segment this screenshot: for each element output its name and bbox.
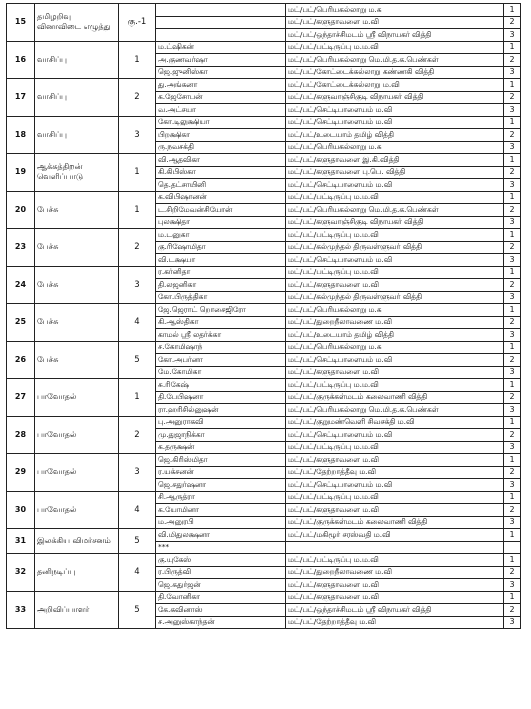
- school-name: மட்/பட்/களுதாவளை ம.வி: [286, 279, 504, 292]
- item-number: 20: [7, 191, 35, 229]
- school-name: மட்/பட்/பெரியகல்லாறு ம.க: [286, 304, 504, 317]
- school-name: மட்/பட்/பெரியகல்லாறு மெ.மி.த.க.பெண்கள்: [286, 204, 504, 217]
- participant-name: வ.அட்சயா: [156, 104, 286, 117]
- placement-rank: 2: [504, 504, 521, 517]
- school-name: மட்/பட்/களுவாஞ்சிகுடி விநாயகர் வித்தி: [286, 91, 504, 104]
- school-name: மட்/பட்/கோட்டைக்கல்லாறு ம.வி: [286, 79, 504, 92]
- table-row: [7, 454, 521, 467]
- school-name: மட்/பட்/பெரியகல்லாறு ம.க: [286, 141, 504, 154]
- school-name: மட்/பட்/தேற்றாத்தீவு ம.வி: [286, 466, 504, 479]
- school-name: மட்/பட்/களுதாவளை ம.வி: [286, 454, 504, 467]
- participant-name: வி.மிதுலக்ஷனா: [156, 529, 286, 542]
- placement-rank: 3: [504, 516, 521, 529]
- participant-name: கி.ஆஸ்திகா: [156, 316, 286, 329]
- school-name: மட்/பட்/குருக்கள்மடம் கலைவாணி வித்தி: [286, 391, 504, 404]
- event-name: பாவோதல்: [35, 491, 119, 529]
- placement-rank: 2: [504, 204, 521, 217]
- placement-rank: 2: [504, 129, 521, 142]
- level-label: 1: [119, 41, 156, 79]
- event-name: பாவோதல்: [35, 454, 119, 492]
- table-row: [7, 491, 521, 504]
- participant-name: தி.வோனிகா: [156, 591, 286, 604]
- placement-rank: 1: [504, 116, 521, 129]
- placement-rank: 1: [504, 379, 521, 392]
- level-label: 5: [119, 341, 156, 379]
- level-label: 1: [119, 191, 156, 229]
- school-name: மட்/பட்/களுவாஞ்சிகுடி விநாயகர் வித்தி: [286, 216, 504, 229]
- school-name: மட்/பட்/பெரியகல்லாறு ம.க: [286, 4, 504, 17]
- placement-rank: 3: [504, 29, 521, 42]
- participant-name: [156, 29, 286, 42]
- placement-rank: 3: [504, 616, 521, 629]
- placement-rank: 1: [504, 454, 521, 467]
- level-label: கு.-1: [119, 4, 156, 42]
- placement-rank: 1: [504, 341, 521, 354]
- event-name: தனிநடிப்பு: [35, 554, 119, 592]
- table-row: [7, 229, 521, 242]
- school-name: மட்/பட்/கோட்டைக்கல்லாறு கண்ணகி வித்தி: [286, 66, 504, 79]
- table-row: [7, 416, 521, 429]
- participant-name: பு.அனுராகவி: [156, 416, 286, 429]
- placement-rank: [504, 541, 521, 554]
- participant-name: கோ.பிருத்திகா: [156, 291, 286, 304]
- event-name: பாவோதல்: [35, 416, 119, 454]
- table-row: [7, 4, 521, 17]
- placement-rank: 3: [504, 579, 521, 592]
- participant-name: க.யோமினா: [156, 504, 286, 517]
- school-name: மட்/பட்/தேற்றாத்தீவு ம.வி: [286, 616, 504, 629]
- school-name: மட்/பட்/ஒந்தாச்சிமடம் ஸ்ரீ விநாயகர் வித்தி: [286, 604, 504, 617]
- placement-rank: 2: [504, 429, 521, 442]
- participant-name: ஜெ.கிரிஸ்மிதா: [156, 454, 286, 467]
- school-name: மட்/பட்/செட்டிபாளையம் ம.வி: [286, 254, 504, 267]
- participant-name: ர.பிருத்வி: [156, 566, 286, 579]
- placement-rank: 3: [504, 179, 521, 192]
- participant-name: ம.ட்ஷிகன்: [156, 41, 286, 54]
- level-label: 1: [119, 154, 156, 192]
- event-name: பேச்சு: [35, 304, 119, 342]
- table-row: [7, 41, 521, 54]
- participant-name: ஜெ.ஜுனிஸ்கா: [156, 66, 286, 79]
- placement-rank: 1: [504, 191, 521, 204]
- school-name: மட்/பட்/பெரியகல்லாறு மெ.மி.த.க.பெண்கள்: [286, 54, 504, 67]
- level-label: 3: [119, 454, 156, 492]
- school-name: மட்/பட்/பட்டிருப்பு ம.ம.வி: [286, 266, 504, 279]
- participant-name: சு.ரிகேஷ்: [156, 379, 286, 392]
- school-name: மட்/பட்/செட்டிபாளையம் ம.வி: [286, 429, 504, 442]
- school-name: மட்/பட்/களுதாவளை இ.கி.வித்தி: [286, 154, 504, 167]
- item-number: 26: [7, 341, 35, 379]
- level-label: 3: [119, 116, 156, 154]
- participant-name: கோ.அபர்னா: [156, 354, 286, 367]
- placement-rank: 3: [504, 216, 521, 229]
- school-name: மட்/பட்/பட்டிருப்பு ம.ம.வி: [286, 491, 504, 504]
- table-row: [7, 554, 521, 567]
- table-row: [7, 304, 521, 317]
- placement-rank: 1: [504, 79, 521, 92]
- participant-name: வி.டக்ஷயா: [156, 254, 286, 267]
- event-name: பேச்சு: [35, 191, 119, 229]
- item-number: 16: [7, 41, 35, 79]
- placement-rank: 1: [504, 529, 521, 542]
- participant-name: மு.துஜாநிக்கா: [156, 429, 286, 442]
- event-name: பேச்சு: [35, 341, 119, 379]
- participant-name: ச.கோமிஷாந்: [156, 341, 286, 354]
- placement-rank: 1: [504, 229, 521, 242]
- participant-name: க.ஜேசோபன்: [156, 91, 286, 104]
- participant-name: தி.லஜனிகா: [156, 279, 286, 292]
- event-name: பாவோதல்: [35, 379, 119, 417]
- placement-rank: 3: [504, 254, 521, 267]
- results-sheet: [6, 3, 521, 629]
- placement-rank: 3: [504, 104, 521, 117]
- item-number: 15: [7, 4, 35, 42]
- participant-name: கு.ரிஷோமிதா: [156, 241, 286, 254]
- event-name: அறிவிப்பாளர்: [35, 591, 119, 629]
- placement-rank: 1: [504, 4, 521, 17]
- school-name: [286, 541, 504, 554]
- item-number: 23: [7, 229, 35, 267]
- placement-rank: 2: [504, 241, 521, 254]
- table-row: [7, 154, 521, 167]
- event-name: ஆக்கத்திறன் வெளிப்பாடு: [35, 154, 119, 192]
- participant-name: து.அங்கனா: [156, 79, 286, 92]
- participant-name: [156, 4, 286, 17]
- participant-name: தெ.தட்சாயினி: [156, 179, 286, 192]
- placement-rank: 1: [504, 591, 521, 604]
- school-name: மட்/பட்/கல்முந்தல் திருவள்ளுவர் வித்தி: [286, 291, 504, 304]
- placement-rank: 3: [504, 66, 521, 79]
- placement-rank: 1: [504, 491, 521, 504]
- school-name: மட்/பட்/களுதாவளை ம.வி: [286, 16, 504, 29]
- school-name: மட்/பட்/பெரியகல்லாறு மெ.மி.த.க.பெண்கள்: [286, 404, 504, 417]
- item-number: 28: [7, 416, 35, 454]
- participant-name: காமல் ஸ்ரீ லதர்க்கா: [156, 329, 286, 342]
- item-number: 29: [7, 454, 35, 492]
- participant-name: சி.ஆருத்ரா: [156, 491, 286, 504]
- table-row: [7, 379, 521, 392]
- table-row: [7, 191, 521, 204]
- item-number: 32: [7, 554, 35, 592]
- event-name: வாசிப்பு: [35, 79, 119, 117]
- placement-rank: 2: [504, 391, 521, 404]
- placement-rank: 3: [504, 479, 521, 492]
- participant-name: ம.டனுகா: [156, 229, 286, 242]
- participant-name: கி.கிபிஸ்கா: [156, 166, 286, 179]
- placement-rank: 3: [504, 141, 521, 154]
- school-name: மட்/பட்/களுதாவளை ம.வி: [286, 504, 504, 517]
- placement-rank: 2: [504, 566, 521, 579]
- participant-name: ரா.ஹரிசில்னுஷன்: [156, 404, 286, 417]
- placement-rank: 3: [504, 291, 521, 304]
- level-label: 5: [119, 591, 156, 629]
- item-number: 25: [7, 304, 35, 342]
- item-number: 33: [7, 591, 35, 629]
- placement-rank: 3: [504, 404, 521, 417]
- placement-rank: 2: [504, 604, 521, 617]
- item-number: 24: [7, 266, 35, 304]
- school-name: மட்/பட்/களுதாவளை பு.பெ. வித்தி: [286, 166, 504, 179]
- school-name: மட்/பட்/துறைநீலாவணை ம.வி: [286, 566, 504, 579]
- participant-name: ச.அனுஸ்காந்தன்: [156, 616, 286, 629]
- event-name: பேச்சு: [35, 229, 119, 267]
- participant-name: க.விபிஷானன்: [156, 191, 286, 204]
- participant-name: கே.கவினாஸ்: [156, 604, 286, 617]
- school-name: மட்/பட்/குறுமண்வெளி சிவசக்தி ம.வி: [286, 416, 504, 429]
- table-row: [7, 79, 521, 92]
- placement-rank: 1: [504, 304, 521, 317]
- participant-name: வி.ஆதவிகா: [156, 154, 286, 167]
- level-label: 3: [119, 266, 156, 304]
- level-label: 4: [119, 554, 156, 592]
- participant-name: ர.கர்னிதா: [156, 266, 286, 279]
- item-number: 19: [7, 154, 35, 192]
- school-name: மட்/பட்/பட்டிருப்பு ம.ம.வி: [286, 379, 504, 392]
- placement-rank: 1: [504, 154, 521, 167]
- results-table: [6, 3, 521, 629]
- placement-rank: 1: [504, 41, 521, 54]
- item-number: 27: [7, 379, 35, 417]
- event-name: வாசிப்பு: [35, 41, 119, 79]
- level-label: 5: [119, 529, 156, 554]
- school-name: மட்/பட்/பட்டிருப்பு ம.ம.வி: [286, 191, 504, 204]
- placement-rank: 2: [504, 466, 521, 479]
- table-row: [7, 529, 521, 542]
- school-name: மட்/பட்/துறைநீலாவணை ம.வி: [286, 316, 504, 329]
- event-name: இலக்கிய விமர்சனம்: [35, 529, 119, 554]
- participant-name: ர.யக்சனன்: [156, 466, 286, 479]
- school-name: மட்/பட்/உடையாம் தமிழ் வித்தி: [286, 129, 504, 142]
- school-name: மட்/பட்/பட்டிருப்பு ம.ம.வி: [286, 441, 504, 454]
- level-label: 2: [119, 416, 156, 454]
- school-name: மட்/பட்/குருக்கள்மடம் கலைவாணி வித்தி: [286, 516, 504, 529]
- school-name: மட்/பட்/களுதாவளை ம.வி: [286, 591, 504, 604]
- school-name: மட்/பட்/மகிழூர் சரஸ்வதி ம.வி: [286, 529, 504, 542]
- event-name: தமிழறிவு வினாவிடை எழுத்து: [35, 4, 119, 42]
- school-name: மட்/பட்/செட்டிபாளையம் ம.வி: [286, 479, 504, 492]
- item-number: 31: [7, 529, 35, 554]
- participant-name: அ.குணவர்ஷா: [156, 54, 286, 67]
- school-name: மட்/பட்/பட்டிருப்பு ம.ம.வி: [286, 554, 504, 567]
- placement-rank: 2: [504, 354, 521, 367]
- table-row: [7, 591, 521, 604]
- placement-rank: 3: [504, 329, 521, 342]
- table-row: [7, 116, 521, 129]
- table-row: [7, 266, 521, 279]
- placement-rank: 2: [504, 316, 521, 329]
- school-name: மட்/பட்/களுதாவளை ம.வி: [286, 366, 504, 379]
- level-label: 2: [119, 79, 156, 117]
- placement-rank: 3: [504, 441, 521, 454]
- participant-name: புலக்ஷிதா: [156, 216, 286, 229]
- placement-rank: 1: [504, 554, 521, 567]
- participant-name: ஜெ.கதுர்ஜன்: [156, 579, 286, 592]
- participant-name: க.தருக்ஷன்: [156, 441, 286, 454]
- school-name: மட்/பட்/பெரியகல்லாறு ம.க: [286, 341, 504, 354]
- participant-name: மே.கோமிகா: [156, 366, 286, 379]
- participant-name: தி.பேபிஷனா: [156, 391, 286, 404]
- placement-rank: 3: [504, 366, 521, 379]
- event-name: வாசிப்பு: [35, 116, 119, 154]
- participant-name: கு.யுகேஸ்: [156, 554, 286, 567]
- item-number: 17: [7, 79, 35, 117]
- participant-name: ***: [156, 541, 286, 554]
- school-name: மட்/பட்/செட்டிபாளையம் ம.வி: [286, 354, 504, 367]
- table-row: [7, 341, 521, 354]
- level-label: 4: [119, 491, 156, 529]
- school-name: மட்/பட்/பட்டிருப்பு ம.ம.வி: [286, 229, 504, 242]
- event-name: பேச்சு: [35, 266, 119, 304]
- school-name: மட்/பட்/செட்டிபாளையம் ம.வி: [286, 179, 504, 192]
- level-label: 4: [119, 304, 156, 342]
- level-label: 1: [119, 379, 156, 417]
- participant-name: [156, 16, 286, 29]
- participant-name: ஜே.ஜெராட் றொசைஜிரோ: [156, 304, 286, 317]
- results-table-body: [7, 4, 521, 629]
- school-name: மட்/பட்/உடையாம் தமிழ் வித்தி: [286, 329, 504, 342]
- participant-name: ட.சிறிமேவன்சியோன்: [156, 204, 286, 217]
- level-label: 2: [119, 229, 156, 267]
- placement-rank: 2: [504, 54, 521, 67]
- participant-name: ம.அனுரபி: [156, 516, 286, 529]
- school-name: மட்/பட்/செட்டிபாளையம் ம.வி: [286, 104, 504, 117]
- placement-rank: 2: [504, 91, 521, 104]
- participant-name: ரு.நவசக்தி: [156, 141, 286, 154]
- placement-rank: 1: [504, 266, 521, 279]
- placement-rank: 2: [504, 166, 521, 179]
- participant-name: பிறக்ஷிகா: [156, 129, 286, 142]
- school-name: மட்/பட்/பட்டிருப்பு ம.ம.வி: [286, 41, 504, 54]
- item-number: 30: [7, 491, 35, 529]
- placement-rank: 2: [504, 16, 521, 29]
- item-number: 18: [7, 116, 35, 154]
- school-name: மட்/பட்/செட்டிபாளையம் ம.வி: [286, 116, 504, 129]
- participant-name: ஜெ.சதுர்ஷனா: [156, 479, 286, 492]
- school-name: மட்/பட்/கல்முந்தல் திருவள்ளுவர் வித்தி: [286, 241, 504, 254]
- participant-name: கோ.டிலுக்ஷியா: [156, 116, 286, 129]
- school-name: மட்/பட்/களுதாவளை ம.வி: [286, 579, 504, 592]
- school-name: மட்/பட்/ஒந்தாச்சிமடம் ஸ்ரீ விநாயகர் வித்தி: [286, 29, 504, 42]
- placement-rank: 2: [504, 279, 521, 292]
- placement-rank: 1: [504, 416, 521, 429]
